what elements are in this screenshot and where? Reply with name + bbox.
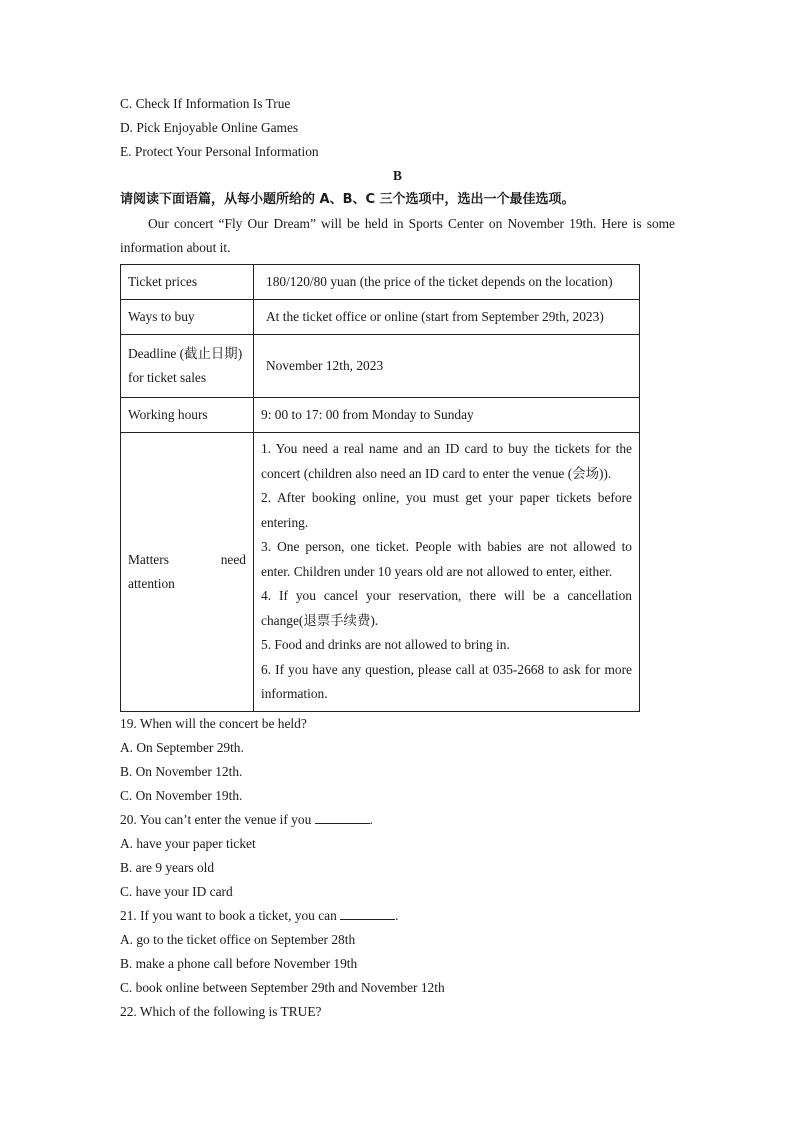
matters-label-word3: attention bbox=[128, 575, 175, 591]
matters-value bbox=[254, 433, 640, 712]
deadline-label-line1: Deadline (截止日期) bbox=[128, 346, 243, 361]
document-page bbox=[120, 92, 675, 1024]
question-21-text: 21. If you want to book a ticket, you can bbox=[120, 907, 337, 923]
deadline-value: November 12th, 2023 bbox=[254, 335, 640, 398]
q19-option-c: C. On November 19th. bbox=[120, 787, 243, 803]
concert-info-table bbox=[120, 264, 640, 712]
matter-item: 1. You need a real name and an ID card to buy the tickets for the concert (children also need an ID card to enter the venue (会场)). bbox=[261, 441, 632, 481]
q19-option-a: A. On September 29th. bbox=[120, 739, 244, 755]
matter-item: 6. If you have any question, please call at 035-2668 to ask for more information. bbox=[261, 661, 632, 701]
working-hours-value: 9: 00 to 17: 00 from Monday to Sunday bbox=[254, 398, 640, 433]
matter-item: 3. One person, one ticket. People with babies are not allowed to enter. Children under 10 years old are not allowed to enter, either. bbox=[261, 539, 632, 579]
table-row bbox=[121, 398, 640, 433]
ticket-prices-label: Ticket prices bbox=[121, 265, 254, 300]
question-19: 19. When will the concert be held? bbox=[120, 715, 307, 731]
option-c: C. Check If Information Is True bbox=[120, 96, 291, 111]
ways-to-buy-label: Ways to buy bbox=[121, 300, 254, 335]
working-hours-label: Working hours bbox=[121, 398, 254, 433]
option-e: E. Protect Your Personal Information bbox=[120, 144, 319, 159]
q20-option-b: B. are 9 years old bbox=[120, 859, 215, 875]
table-row bbox=[121, 335, 640, 398]
q21-option-c: C. book online between September 29th and November 12th bbox=[120, 979, 445, 995]
deadline-label-line2: for ticket sales bbox=[128, 370, 207, 385]
question-20-text: 20. You can’t enter the venue if you bbox=[120, 811, 312, 827]
matter-item: 5. Food and drinks are not allowed to bring in. bbox=[261, 637, 510, 652]
section-letter: B bbox=[393, 168, 402, 183]
ticket-prices-value: 180/120/80 yuan (the price of the ticket depends on the location) bbox=[254, 265, 640, 300]
q20-option-a: A. have your paper ticket bbox=[120, 835, 256, 851]
table-row bbox=[121, 265, 640, 300]
q21-option-b: B. make a phone call before November 19th bbox=[120, 955, 358, 971]
instruction: 请阅读下面语篇，从每小题所给的 A、B、C 三个选项中，选出一个最佳选项。 bbox=[120, 192, 575, 207]
answer-blank bbox=[340, 905, 395, 920]
answer-blank bbox=[315, 809, 370, 824]
intro-paragraph: Our concert “Fly Our Dream” will be held in Sports Center on November 19th. Here is some information about it. bbox=[120, 216, 675, 255]
matter-item: 4. If you cancel your reservation, there will be a cancellation change(退票手续费). bbox=[261, 588, 632, 628]
q19-option-b: B. On November 12th. bbox=[120, 763, 243, 779]
question-22: 22. Which of the following is TRUE? bbox=[120, 1003, 322, 1019]
table-row bbox=[121, 300, 640, 335]
deadline-label bbox=[121, 335, 254, 398]
q20-option-c: C. have your ID card bbox=[120, 883, 233, 899]
question-20: 20. You can’t enter the venue if you . bbox=[120, 808, 675, 832]
ways-to-buy-value: At the ticket office or online (start from September 29th, 2023) bbox=[254, 300, 640, 335]
option-d: D. Pick Enjoyable Online Games bbox=[120, 120, 299, 135]
matters-label-word2: need bbox=[220, 551, 246, 567]
table-row bbox=[121, 433, 640, 712]
matter-item: 2. After booking online, you must get your paper tickets before entering. bbox=[261, 490, 632, 530]
question-21: 21. If you want to book a ticket, you can . bbox=[120, 904, 675, 928]
matters-label bbox=[121, 433, 254, 712]
matters-label-word1: Matters bbox=[128, 551, 169, 567]
q21-option-a: A. go to the ticket office on September 28th bbox=[120, 931, 356, 947]
